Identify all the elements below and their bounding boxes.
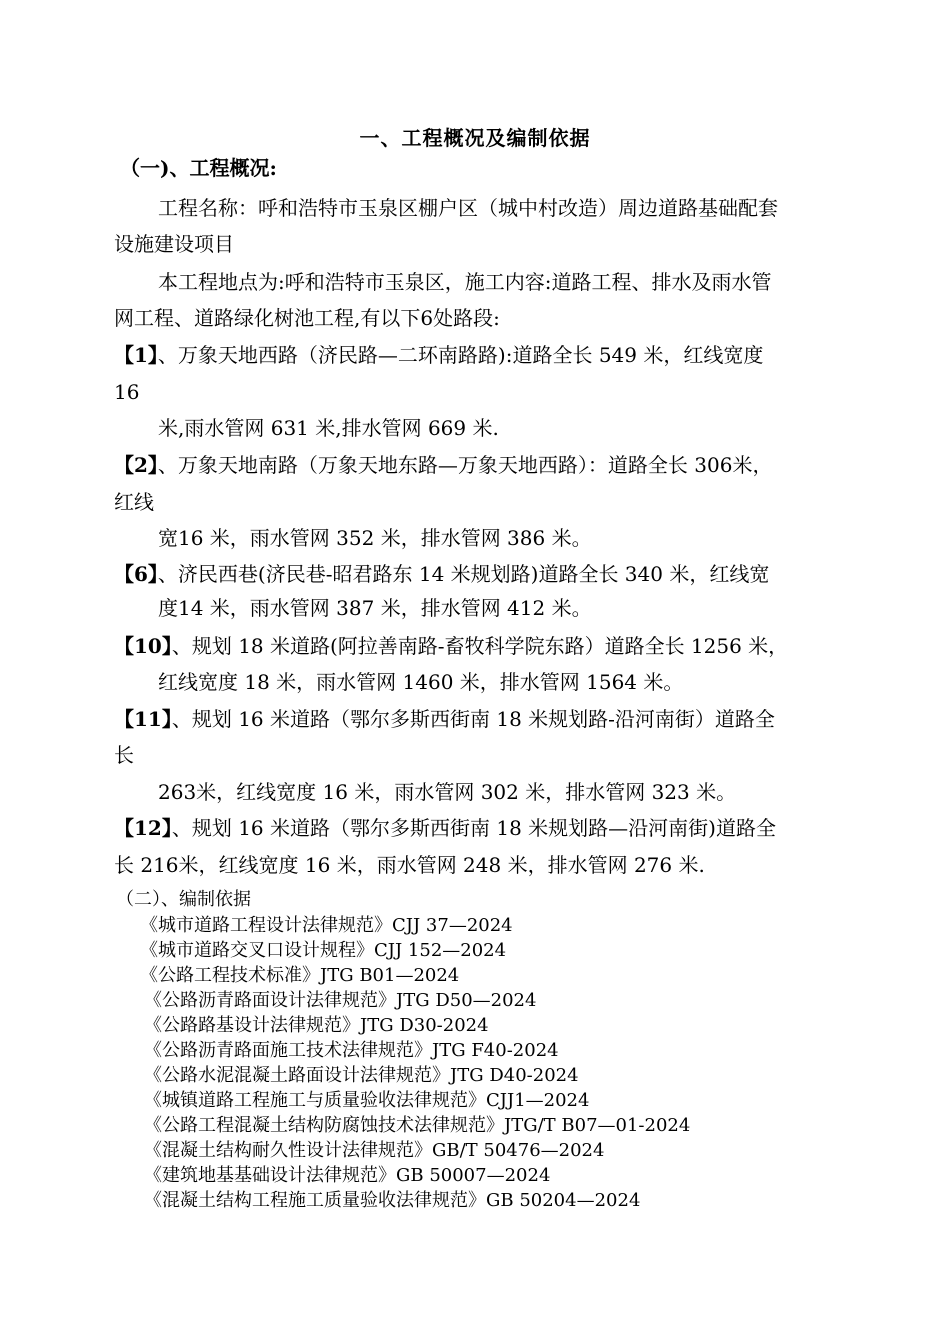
page-title: 一、工程概况及编制依据 bbox=[359, 126, 591, 150]
segment-5-line-1 bbox=[114, 707, 775, 731]
segment-3-line-1 bbox=[114, 562, 769, 586]
segment-2-line-3: 宽16 米，雨水管网 352 米，排水管网 386 米。 bbox=[158, 526, 592, 550]
segment-4-text: 、规划 18 米道路(阿拉善南路-畜牧科学院东路）道路全长 1256 米， bbox=[171, 634, 789, 658]
basis-item-5: 《公路路基设计法律规范》JTG D30-2024 bbox=[144, 1015, 489, 1036]
segment-1-tag: 【1】 bbox=[114, 343, 158, 367]
segment-5-text: 、规划 16 米道路（鄂尔多斯西街南 18 米规划路-沿河南街）道路全 bbox=[171, 707, 775, 731]
basis-item-4: 《公路沥青路面设计法律规范》JTG D50—2024 bbox=[144, 990, 537, 1011]
segment-3-line-2: 度14 米，雨水管网 387 米，排水管网 412 米。 bbox=[158, 596, 592, 620]
segment-5-line-3: 263米，红线宽度 16 米，雨水管网 302 米，排水管网 323 米。 bbox=[158, 780, 737, 804]
segment-2-line-2: 红线 bbox=[114, 490, 154, 514]
segment-6-text: 、规划 16 米道路（鄂尔多斯西街南 18 米规划路—沿河南街)道路全 bbox=[171, 816, 776, 840]
basis-item-2: 《城市道路交叉口设计规程》CJJ 152—2024 bbox=[140, 940, 507, 961]
segment-1-text: 、万象天地西路（济民路—二环南路路):道路全长 549 米，红线宽度 bbox=[157, 343, 764, 367]
basis-item-9: 《公路工程混凝土结构防腐蚀技术法律规范》JTG/T B07—01-2024 bbox=[144, 1115, 691, 1136]
basis-item-7: 《公路水泥混凝土路面设计法律规范》JTG D40-2024 bbox=[144, 1065, 579, 1086]
segment-1-line-3: 米,雨水管网 631 米,排水管网 669 米. bbox=[158, 416, 499, 440]
segment-2-tag: 【2】 bbox=[114, 453, 158, 477]
segment-3-tag: 【6】 bbox=[114, 562, 158, 586]
basis-section-title: （二）、编制依据 bbox=[116, 889, 251, 910]
segment-4-line-1 bbox=[114, 634, 788, 658]
project-name-line-1: 工程名称：呼和浩特市玉泉区棚户区（城中村改造）周边道路基础配套 bbox=[158, 196, 778, 220]
segment-3-text: 、济民西巷(济民巷-昭君路东 14 米规划路)道路全长 340 米，红线宽 bbox=[157, 562, 770, 586]
basis-item-11: 《建筑地基基础设计法律规范》GB 50007—2024 bbox=[144, 1165, 551, 1186]
basis-item-10: 《混凝土结构耐久性设计法律规范》GB/T 50476—2024 bbox=[144, 1140, 605, 1161]
basis-item-12: 《混凝土结构工程施工质量验收法律规范》GB 50204—2024 bbox=[144, 1190, 641, 1211]
location-line-1: 本工程地点为:呼和浩特市玉泉区，施工内容:道路工程、排水及雨水管 bbox=[158, 270, 772, 294]
basis-item-3: 《公路工程技术标准》JTG B01—2024 bbox=[140, 965, 460, 986]
segment-6-line-1 bbox=[114, 816, 776, 840]
segment-6-line-2: 长 216米，红线宽度 16 米，雨水管网 248 米，排水管网 276 米. bbox=[114, 853, 705, 877]
project-name-line-2: 设施建设项目 bbox=[114, 232, 234, 256]
segment-1-line-2: 16 bbox=[114, 380, 140, 404]
segment-4-tag: 【10】 bbox=[114, 634, 172, 658]
overview-section-title: （一)、工程概况: bbox=[120, 156, 277, 180]
segment-4-line-2: 红线宽度 18 米，雨水管网 1460 米，排水管网 1564 米。 bbox=[158, 670, 684, 694]
segment-2-text: 、万象天地南路（万象天地东路—万象天地西路）：道路全长 306米， bbox=[157, 453, 773, 477]
basis-item-6: 《公路沥青路面施工技术法律规范》JTG F40-2024 bbox=[144, 1040, 559, 1061]
segment-5-tag: 【11】 bbox=[114, 707, 172, 731]
basis-item-1: 《城市道路工程设计法律规范》CJJ 37—2024 bbox=[140, 915, 513, 936]
segment-1-line-1 bbox=[114, 343, 763, 367]
segment-6-tag: 【12】 bbox=[114, 816, 172, 840]
location-line-2: 网工程、道路绿化树池工程,有以下6处路段: bbox=[114, 306, 500, 330]
segment-2-line-1 bbox=[114, 453, 772, 477]
basis-item-8: 《城镇道路工程施工与质量验收法律规范》CJJ1—2024 bbox=[144, 1090, 590, 1111]
segment-5-line-2: 长 bbox=[114, 743, 134, 767]
